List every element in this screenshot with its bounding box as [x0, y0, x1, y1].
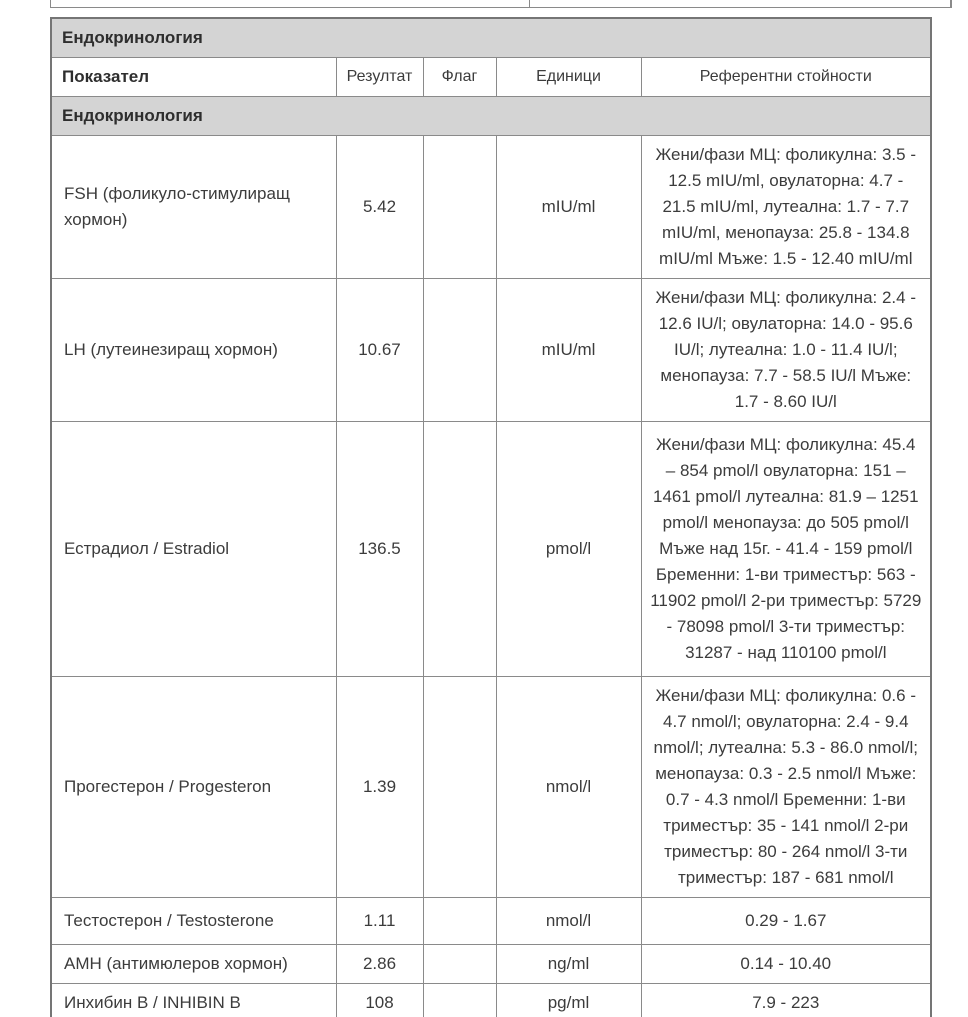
- result-cell: 108: [336, 984, 423, 1017]
- units-cell: nmol/l: [496, 898, 641, 945]
- flag-cell: [423, 677, 496, 898]
- reference-cell: 0.14 - 10.40: [641, 945, 931, 984]
- units-cell: nmol/l: [496, 677, 641, 898]
- table-row-testosterone: [51, 898, 931, 945]
- table-row-estradiol: [51, 422, 931, 677]
- result-cell: 1.39: [336, 677, 423, 898]
- flag-cell: [423, 984, 496, 1017]
- result-cell: 5.42: [336, 136, 423, 279]
- subsection-header-row: [51, 97, 931, 136]
- section-title: Ендокринология: [51, 18, 931, 58]
- flag-cell: [423, 136, 496, 279]
- indicator-cell: FSH (фоликуло-стимулиращ хормон): [51, 136, 336, 279]
- result-cell: 10.67: [336, 279, 423, 422]
- indicator-cell: Инхибин B / INHIBIN B: [51, 984, 336, 1017]
- column-header-row: [51, 58, 931, 97]
- section-header-row: [51, 18, 931, 58]
- reference-cell: Жени/фази МЦ: фоликулна: 45.4 – 854 pmol/l овулаторна: 151 – 1461 pmol/l лутеална: 81.9 – 1251 pmol/l менопауза: до 505 pmol/l Мъже над 15г. - 41.4 - 159 pmol/l Бременни: 1-ви триместър: 563 - 11902 pmol/l 2-ри триместър: 5729 - 78098 pmol/l 3-ти триместър: 31287 - над 110100 pmol/l: [641, 422, 931, 677]
- indicator-cell: Тестостерон / Testosterone: [51, 898, 336, 945]
- table-row-inhibin-b: [51, 984, 931, 1017]
- indicator-cell: Прогестерон / Progesteron: [51, 677, 336, 898]
- reference-cell: Жени/фази МЦ: фоликулна: 3.5 - 12.5 mIU/ml, овулаторна: 4.7 - 21.5 mIU/ml, лутеална: 1.7 - 7.7 mIU/ml, менопауза: 25.8 - 134.8 mIU/ml Мъже: 1.5 - 12.40 mIU/ml: [641, 136, 931, 279]
- units-cell: ng/ml: [496, 945, 641, 984]
- previous-table-column-divider: [529, 0, 530, 7]
- table-row-progesterone: [51, 677, 931, 898]
- column-header-units: Единици: [496, 58, 641, 97]
- table-row-amh: [51, 945, 931, 984]
- indicator-cell: Естрадиол / Estradiol: [51, 422, 336, 677]
- result-cell: 136.5: [336, 422, 423, 677]
- endocrinology-results-table: [50, 17, 932, 1017]
- reference-cell: 7.9 - 223: [641, 984, 931, 1017]
- units-cell: pmol/l: [496, 422, 641, 677]
- indicator-cell: LH (лутеинезиращ хормон): [51, 279, 336, 422]
- flag-cell: [423, 422, 496, 677]
- reference-cell: 0.29 - 1.67: [641, 898, 931, 945]
- indicator-cell: АМН (антимюлеров хормон): [51, 945, 336, 984]
- column-header-flag: Флаг: [423, 58, 496, 97]
- flag-cell: [423, 945, 496, 984]
- table-row-fsh: [51, 136, 931, 279]
- units-cell: mIU/ml: [496, 136, 641, 279]
- units-cell: mIU/ml: [496, 279, 641, 422]
- reference-cell: Жени/фази МЦ: фоликулна: 0.6 - 4.7 nmol/l; овулаторна: 2.4 - 9.4 nmol/l; лутеална: 5.3 - 86.0 nmol/l; менопауза: 0.3 - 2.5 nmol/l Мъже: 0.7 - 4.3 nmol/l Бременни: 1-ви триместър: 35 - 141 nmol/l 2-ри триместър: 80 - 264 nmol/l 3-ти триместър: 187 - 681 nmol/l: [641, 677, 931, 898]
- subsection-title: Ендокринология: [51, 97, 931, 136]
- flag-cell: [423, 898, 496, 945]
- column-header-result: Резултат: [336, 58, 423, 97]
- previous-table-fragment: [50, 0, 952, 8]
- flag-cell: [423, 279, 496, 422]
- column-header-indicator: Показател: [51, 58, 336, 97]
- column-header-reference: Референтни стойности: [641, 58, 931, 97]
- units-cell: pg/ml: [496, 984, 641, 1017]
- reference-cell: Жени/фази МЦ: фоликулна: 2.4 - 12.6 IU/l; овулаторна: 14.0 - 95.6 IU/l; лутеална: 1.0 - 11.4 IU/l; менопауза: 7.7 - 58.5 IU/l Мъже: 1.7 - 8.60 IU/l: [641, 279, 931, 422]
- table-row-lh: [51, 279, 931, 422]
- result-cell: 2.86: [336, 945, 423, 984]
- result-cell: 1.11: [336, 898, 423, 945]
